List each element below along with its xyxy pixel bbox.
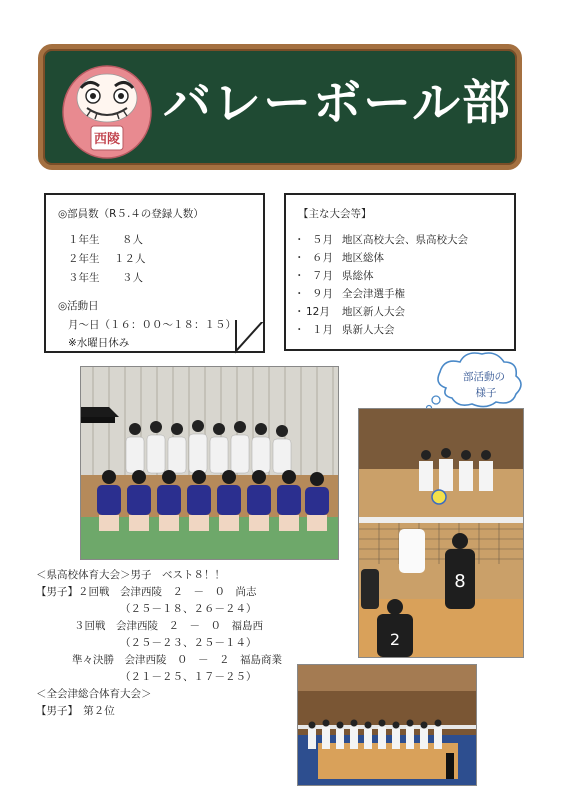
activity-days: 月～日（１６：００～１８：１５） (68, 319, 236, 331)
event-bullet: ・ (294, 306, 305, 318)
team-photo (80, 366, 339, 560)
activity-heading: ◎活動日 (58, 300, 99, 312)
event-bullet: ・ (294, 288, 305, 300)
results-line: 準々決勝 会津西陵 ０ － ２ 福島商業 (72, 654, 282, 666)
event-month: ６月 (312, 252, 333, 264)
events-heading: 【主な大会等】 (298, 208, 372, 220)
page-title: バレーボール部 (163, 75, 513, 131)
activity-note: ※水曜日休み (68, 337, 130, 349)
event-month: ５月 (312, 234, 333, 246)
event-name: 地区新人大会 (342, 306, 405, 318)
results-line: 【男子】 第２位 (36, 705, 115, 717)
grade-count: ８人 (122, 234, 143, 246)
members-heading: ◎部員数（R５.４の登録人数） (58, 208, 204, 220)
event-name: 地区高校大会、県高校大会 (342, 234, 468, 246)
match-photo (358, 408, 524, 658)
event-name: 全会津選手権 (342, 288, 405, 300)
event-bullet: ・ (294, 234, 305, 246)
grade-count: １２人 (114, 253, 146, 265)
results-line: （２１－２５、１７－２５） (120, 671, 257, 683)
grade-count: ３人 (122, 272, 143, 284)
results-line: （２５－２３、２５－１４） (120, 637, 257, 649)
results-line: ３回戦 会津西陵 ２ － ０ 福島西 (74, 620, 263, 632)
event-bullet: ・ (294, 270, 305, 282)
grade-label: ２年生 (68, 253, 100, 265)
event-name: 県新人大会 (342, 324, 395, 336)
court-photo (297, 664, 477, 786)
grade-label: １年生 (68, 234, 100, 246)
event-month: １月 (312, 324, 333, 336)
results-line: ＜全会津総合体育大会＞ (36, 688, 152, 700)
results-line: ＜県高校体育大会＞男子 ベスト８！！ (36, 569, 225, 581)
event-name: 県総体 (342, 270, 374, 282)
event-month: ９月 (312, 288, 333, 300)
speech-tail-icon (226, 318, 270, 358)
event-bullet: ・ (294, 324, 305, 336)
event-name: 地区総体 (342, 252, 384, 264)
bubble-line2: 様子 (475, 387, 497, 399)
events-box (284, 193, 516, 351)
grade-label: ３年生 (68, 272, 100, 284)
daruma-text: 西陵 (93, 132, 121, 147)
svg-text:8: 8 (454, 571, 466, 592)
event-month: ７月 (312, 270, 333, 282)
daruma-icon (57, 58, 157, 160)
event-month: 12月 (306, 306, 330, 318)
event-bullet: ・ (294, 252, 305, 264)
bubble-line1: 部活動の (463, 371, 505, 383)
results-line: （２５－１８、２６－２４） (120, 603, 257, 615)
svg-text:2: 2 (389, 630, 401, 649)
header-board (38, 44, 522, 170)
results-line: 【男子】２回戦 会津西陵 ２ － ０ 尚志 (36, 586, 257, 598)
